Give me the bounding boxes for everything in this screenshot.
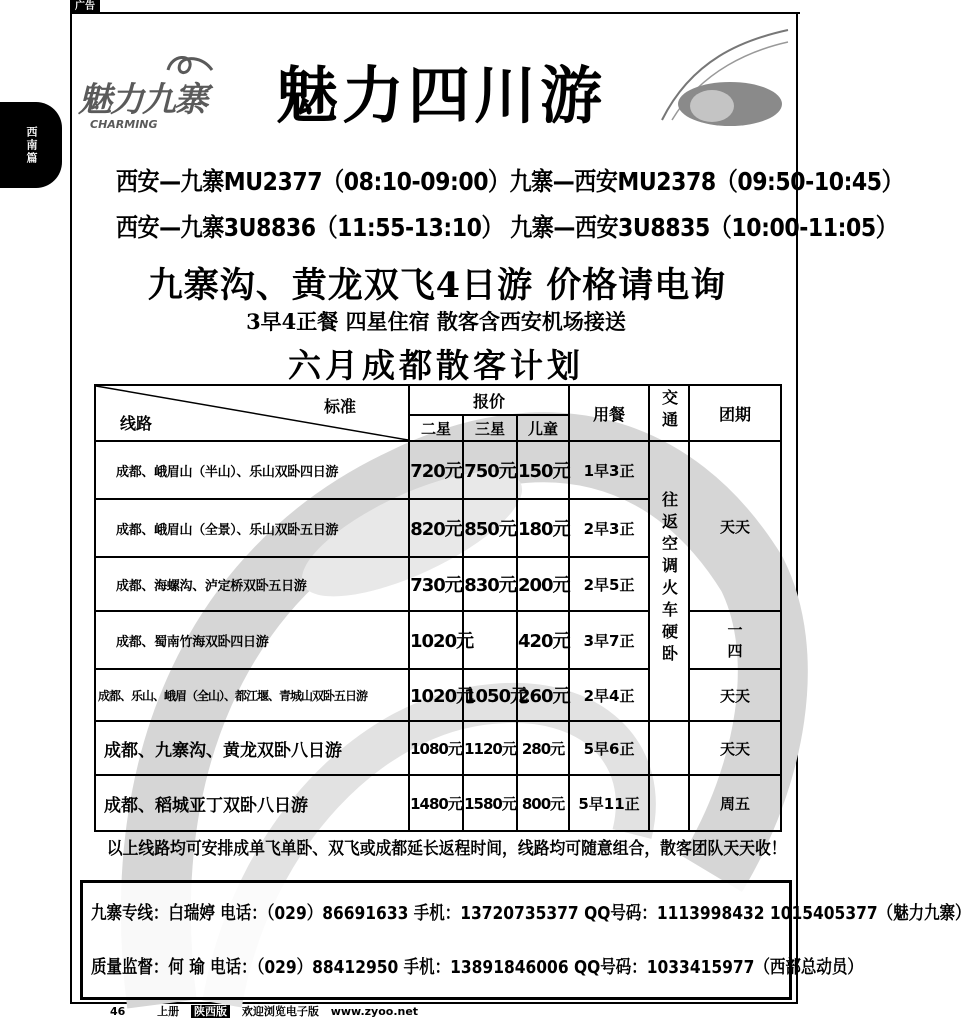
header-transport-label: 交通: [659, 389, 679, 433]
header-route-standard: [95, 385, 409, 441]
price-child: 260元: [517, 669, 569, 721]
period-mon: 一: [727, 621, 743, 639]
route-cell: 成都、蜀南竹海双卧四日游: [95, 611, 409, 669]
period-cell: 天天: [689, 441, 781, 611]
price-two-star: 720元: [409, 441, 463, 499]
route-cell: 成都、峨眉山（全景）、乐山双卧五日游: [95, 499, 409, 557]
flight-line-1: 西安—九寨MU2377（08:10-09:00）九寨—西安MU2378（09:50-10:45）: [116, 167, 904, 196]
ad-tag: 广告: [70, 0, 100, 14]
brand-logo: [78, 34, 218, 144]
logo-text: 魅力九寨: [78, 80, 206, 120]
section-tab-label: 西南篇: [25, 125, 38, 165]
table-row: [95, 441, 781, 499]
price-two-star: 1080元: [409, 721, 463, 775]
flight-line-2: 西安—九寨3U8836（11:55-13:10） 九寨—西安3U8835（10:00-11:05）: [116, 213, 898, 242]
table-row: [95, 775, 781, 831]
meal-cell: 2早4正: [569, 669, 649, 721]
promo-subline: 3早4正餐 四星住宿 散客含西安机场接送: [246, 309, 626, 334]
plan-title: 六月成都散客计划: [288, 346, 584, 385]
price-two-star: 730元: [409, 557, 463, 611]
price-three-star: 1120元: [463, 721, 517, 775]
period-cell: 周五: [689, 775, 781, 831]
page-number: 46: [110, 1005, 126, 1018]
period-cell: 天天: [689, 721, 781, 775]
header-price: 报价: [409, 385, 569, 415]
header-standard: 标准: [323, 397, 356, 416]
meal-cell: 1早3正: [569, 441, 649, 499]
price-table: [94, 384, 782, 832]
header-two-star: 二星: [409, 415, 463, 441]
price-child: 180元: [517, 499, 569, 557]
section-tab: [0, 102, 62, 188]
price-two-star: 1020元: [409, 611, 463, 669]
price-three-star: 1050元: [463, 669, 517, 721]
meal-cell: 5早11正: [569, 775, 649, 831]
table-header-row: [95, 385, 781, 415]
price-child: 150元: [517, 441, 569, 499]
route-cell: 成都、稻城亚丁双卧八日游: [95, 775, 409, 831]
route-cell: 成都、海螺沟、泸定桥双卧五日游: [95, 557, 409, 611]
logo-english-text: CHARMING: [90, 118, 158, 131]
meal-cell: 2早5正: [569, 557, 649, 611]
footer-url[interactable]: www.zyoo.net: [330, 1005, 419, 1018]
promo-headline: 九寨沟、黄龙双飞4日游 价格请电询: [147, 265, 727, 306]
decorative-leaf-icon: [652, 20, 792, 130]
contact-line-quality: 质量监督：何 瑜 电话：（029）88412950 手机：13891846006 QQ号码：1033415977（西部总动员）: [91, 957, 863, 978]
period-thu: 四: [727, 642, 743, 660]
header-transport: [649, 385, 689, 441]
price-child: 800元: [517, 775, 569, 831]
header-meals: 用餐: [569, 385, 649, 441]
edition-badge: 陕西版: [191, 1005, 230, 1018]
price-three-star: 830元: [463, 557, 517, 611]
itinerary-note: 以上线路均可安排成单飞单卧、双飞或成都延长返程时间，线路均可随意组合，散客团队天天收！: [106, 839, 787, 859]
top-bar: [70, 0, 800, 14]
period-cell: [689, 611, 781, 669]
ad-frame: [70, 14, 971, 1004]
route-cell: 成都、峨眉山（半山）、乐山双卧四日游: [95, 441, 409, 499]
period-cell: 天天: [689, 669, 781, 721]
price-child: 420元: [517, 611, 569, 669]
price-child: 280元: [517, 721, 569, 775]
meal-cell: 5早6正: [569, 721, 649, 775]
header-route: 线路: [120, 414, 153, 433]
header-child: 儿童: [517, 415, 569, 441]
price-three-star: 850元: [463, 499, 517, 557]
meal-cell: 2早3正: [569, 499, 649, 557]
footer-text: 欢迎浏览电子版: [241, 1005, 319, 1018]
volume-label: 上册: [157, 1005, 180, 1018]
header-period: 团期: [689, 385, 781, 441]
transport-cell-empty: [649, 721, 689, 775]
price-child: 200元: [517, 557, 569, 611]
price-three-star: 1580元: [463, 775, 517, 831]
price-two-star: 1480元: [409, 775, 463, 831]
page-footer: [110, 1003, 426, 1017]
contact-box: [80, 880, 971, 1000]
transport-value: 往返空调火车硬卧: [659, 491, 679, 667]
route-cell: 成都、乐山、峨眉（全山）、都江堰、青城山双卧五日游: [95, 669, 409, 721]
table-row: [95, 721, 781, 775]
transport-cell-empty: [649, 775, 689, 831]
route-cell: 成都、九寨沟、黄龙双卧八日游: [95, 721, 409, 775]
page-title: 魅力四川游: [276, 59, 607, 132]
price-two-star: 1020元: [409, 669, 463, 721]
price-three-star: 750元: [463, 441, 517, 499]
meal-cell: 3早7正: [569, 611, 649, 669]
price-two-star: 820元: [409, 499, 463, 557]
contact-line-jiuzhai: 九寨专线：白瑞婷 电话：（029）86691633 手机：13720735377 QQ号码：1113998432 1015405377（魅力九寨）: [91, 903, 971, 924]
transport-cell: [649, 441, 689, 721]
header-three-star: 三星: [463, 415, 517, 441]
